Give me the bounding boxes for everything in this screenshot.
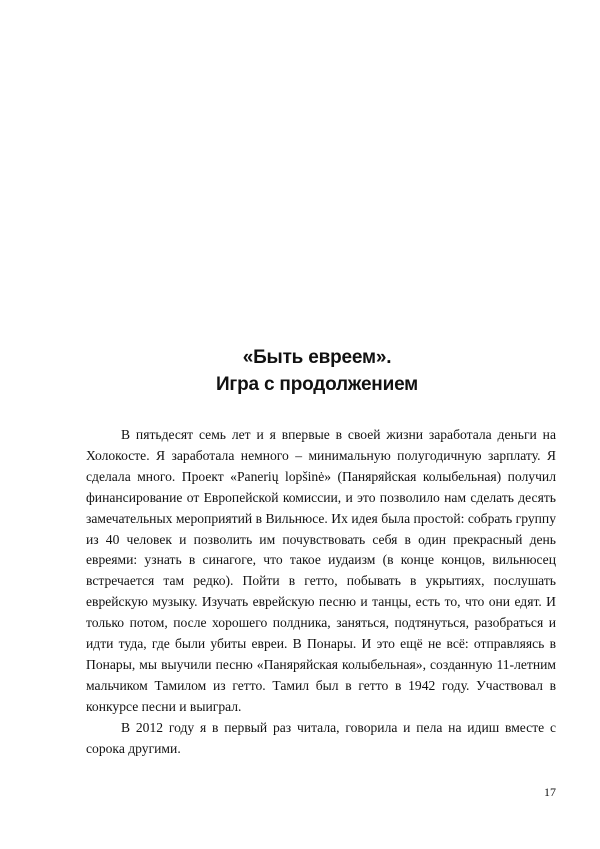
chapter-title-line-1: «Быть евреем». <box>242 347 392 368</box>
page-number: 17 <box>544 785 556 799</box>
chapter-title <box>0 344 600 398</box>
chapter-title-line-2: Игра с продолжением <box>215 374 419 395</box>
paragraph: В 2012 году я в первый раз читала, говорила и пела на идиш вместе с сорока другими. <box>86 719 556 756</box>
body-text <box>86 425 556 760</box>
paragraph: В пятьдесят семь лет и я впервые в своей жизни заработала деньги на Холокосте. Я заработала немного – минимальную полугодичную зарплату. Я сделала много. Проект «Panerių lopšinė» (Паняряйская колыбельная) получил финансирование от Европейской комиссии, и это позволило нам сделать десять замечательных мероприятий в Вильнюсе. Их идея была простой: собрать группу из 40 человек и позволить им почувствовать себя в один прекрасный день евреями: узнать в синагоге, что такое иудаизм (в конце концов, вильнюсец встречается там редко). Пойти в гетто, побывать в укрытиях, послушать еврейскую музыку. Изучать еврейскую песню и танцы, есть то, что они едят. И только потом, после хорошего полдника, заняться, подтянуться, разобраться и идти туда, где были убиты евреи. В Понары. И это ещё не всё: отправляясь в Понары, мы выучили песню «Паняряйская колыбельная», созданную 11-летним мальчиком Тамилом из гетто. Тамил был в гетто в 1942 году. Участвовал в конкурсе песни и выиграл. <box>86 427 556 714</box>
